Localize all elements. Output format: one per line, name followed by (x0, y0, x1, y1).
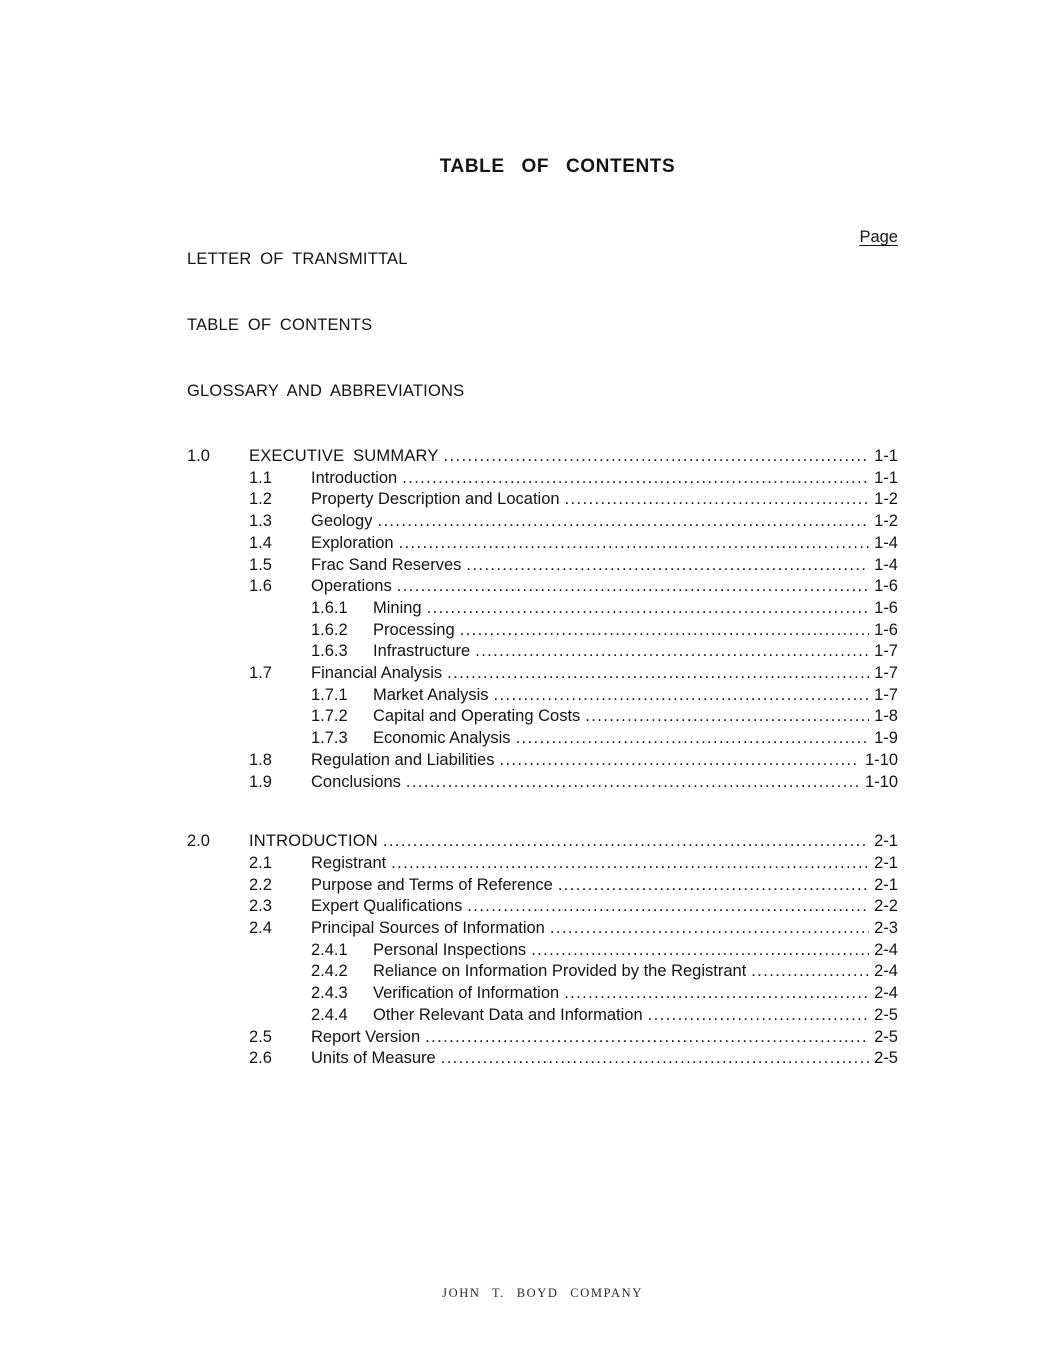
toc-entry (187, 641, 898, 663)
dot-leader (372, 511, 869, 533)
footer-company-name: JOHN T. BOYD COMPANY (442, 1286, 643, 1300)
toc-entry-title: Reliance on Information Provided by the Registrant (373, 962, 747, 981)
dot-leader (439, 446, 870, 468)
toc-entry-number: 1.7.3 (311, 729, 348, 748)
dot-leader (580, 706, 869, 728)
toc-entry (187, 511, 898, 533)
dot-leader (461, 555, 869, 577)
toc-entry-page: 2-4 (874, 962, 898, 981)
dot-leader (746, 961, 869, 983)
front-matter-glossary-and-abbreviations: GLOSSARY AND ABBREVIATIONS (187, 382, 465, 400)
dot-leader (392, 576, 869, 598)
toc-entry (187, 831, 898, 853)
toc-entry-number: 1.6.1 (311, 598, 348, 617)
toc-entry-number: 1.6.3 (311, 642, 348, 661)
toc-entry (187, 533, 898, 555)
toc-entry-number: 2.4.3 (311, 984, 348, 1003)
dot-leader (553, 875, 869, 897)
toc-entry-title: Report Version (311, 1027, 421, 1046)
toc-entry (187, 555, 898, 577)
dot-leader (401, 772, 860, 794)
dot-leader (386, 853, 869, 875)
toc-entry-title: Processing (373, 620, 455, 639)
toc-entry-number: 1.7 (249, 664, 272, 683)
toc-entry (187, 489, 898, 511)
toc-entry-page: 1-7 (874, 664, 898, 683)
toc-entry-page: 1-7 (874, 642, 898, 661)
toc-entry-number: 2.3 (249, 897, 272, 916)
toc-entry-page: 1-6 (874, 577, 898, 596)
toc-entry (187, 918, 898, 940)
toc-entry-number: 1.5 (249, 555, 272, 574)
toc-entry-title: Principal Sources of Information (311, 919, 545, 938)
toc-entry (187, 961, 898, 983)
toc-entry (187, 468, 898, 490)
toc-entry-page: 2-4 (874, 940, 898, 959)
toc-entry (187, 1027, 898, 1049)
dot-leader (545, 918, 869, 940)
toc-entry-page: 1-9 (874, 729, 898, 748)
toc-section (187, 446, 898, 793)
toc-entry-page: 2-3 (874, 919, 898, 938)
toc-entry (187, 940, 898, 962)
toc-entry (187, 1048, 898, 1070)
toc-entry (187, 663, 898, 685)
toc-entry (187, 1005, 898, 1027)
dot-leader (420, 1027, 869, 1049)
toc-entry-title: Financial Analysis (311, 664, 443, 683)
toc-entry (187, 896, 898, 918)
toc-entry-number: 1.8 (249, 750, 272, 769)
toc-entry-page: 1-2 (874, 512, 898, 531)
page-column-header-row (187, 228, 898, 246)
toc-entry-page: 2-5 (874, 1005, 898, 1024)
toc-entry (187, 685, 898, 707)
toc-entry-number: 2.4.4 (311, 1005, 348, 1024)
toc-entry-number: 2.0 (187, 832, 210, 851)
page-column-header: Page (859, 228, 898, 246)
page-content (187, 156, 898, 1070)
toc-sections (187, 446, 898, 1070)
dot-leader (462, 896, 869, 918)
toc-entry-title: Introduction (311, 468, 398, 487)
toc-entry-title: Conclusions (311, 772, 401, 791)
toc-entry (187, 620, 898, 642)
toc-entry-page: 2-5 (874, 1049, 898, 1068)
toc-entry-title: Purpose and Terms of Reference (311, 875, 553, 894)
toc-entry-title: EXECUTIVE SUMMARY (249, 447, 439, 465)
toc-entry-page: 2-1 (874, 875, 898, 894)
front-matter-table-of-contents: TABLE OF CONTENTS (187, 316, 373, 334)
toc-entry (187, 576, 898, 598)
toc-entry-number: 2.4.1 (311, 940, 348, 959)
toc-entry-title: Exploration (311, 533, 394, 552)
toc-entry-page: 1-4 (874, 533, 898, 552)
toc-entry-title: Expert Qualifications (311, 897, 463, 916)
toc-entry (187, 750, 898, 772)
toc-entry-page: 1-2 (874, 490, 898, 509)
toc-entry (187, 706, 898, 728)
dot-leader (511, 728, 870, 750)
toc-entry-number: 1.9 (249, 772, 272, 791)
toc-entry-number: 2.2 (249, 875, 272, 894)
dot-leader (560, 489, 870, 511)
toc-entry-title: Frac Sand Reserves (311, 555, 462, 574)
toc-entry (187, 446, 898, 468)
toc-entry-number: 1.7.2 (311, 707, 348, 726)
toc-entry-number: 1.0 (187, 447, 210, 465)
dot-leader (494, 750, 860, 772)
toc-entry (187, 875, 898, 897)
toc-entry-title: Capital and Operating Costs (373, 707, 581, 726)
toc-entry-title: Operations (311, 577, 392, 596)
toc-entry-title: Verification of Information (373, 984, 560, 1003)
toc-entry-number: 1.3 (249, 512, 272, 531)
toc-entry-number: 1.7.1 (311, 685, 348, 704)
toc-entry (187, 728, 898, 750)
toc-entry-page: 1-7 (874, 685, 898, 704)
toc-entry-page: 2-4 (874, 984, 898, 1003)
toc-entry-title: Infrastructure (373, 642, 471, 661)
toc-entry-title: Registrant (311, 853, 387, 872)
toc-entry-title: Geology (311, 512, 373, 531)
toc-entry-page: 2-1 (874, 832, 898, 851)
toc-section (187, 831, 898, 1070)
toc-entry-number: 2.4.2 (311, 962, 348, 981)
toc-entry-number: 2.5 (249, 1027, 272, 1046)
toc-entry-page: 1-6 (874, 620, 898, 639)
toc-entry-page: 1-1 (874, 447, 898, 465)
toc-entry-page: 2-2 (874, 897, 898, 916)
toc-entry-number: 2.6 (249, 1049, 272, 1068)
toc-entry-number: 1.2 (249, 490, 272, 509)
toc-entry-title: Other Relevant Data and Information (373, 1005, 643, 1024)
toc-entry-page: 1-6 (874, 598, 898, 617)
dot-leader (643, 1005, 869, 1027)
toc-entry-title: Units of Measure (311, 1049, 436, 1068)
front-matter-letter-of-transmittal: LETTER OF TRANSMITTAL (187, 250, 408, 268)
toc-entry (187, 598, 898, 620)
page-title: TABLE OF CONTENTS (439, 156, 676, 177)
toc-entry-number: 1.6 (249, 577, 272, 596)
toc-entry-title: Property Description and Location (311, 490, 560, 509)
dot-leader (470, 641, 869, 663)
toc-entry-title: Market Analysis (373, 685, 489, 704)
toc-entry-number: 1.6.2 (311, 620, 348, 639)
dot-leader (378, 831, 869, 853)
dot-leader (436, 1048, 869, 1070)
dot-leader (394, 533, 870, 555)
toc-entry-number: 2.1 (249, 853, 272, 872)
dot-leader (455, 620, 870, 642)
dot-leader (422, 598, 870, 620)
toc-entry (187, 853, 898, 875)
toc-entry-number: 1.4 (249, 533, 272, 552)
toc-entry-page: 1-10 (864, 772, 898, 791)
dot-leader (559, 983, 869, 1005)
toc-entry-title: Regulation and Liabilities (311, 750, 495, 769)
dot-leader (442, 663, 869, 685)
toc-entry-page: 2-1 (874, 853, 898, 872)
toc-entry (187, 772, 898, 794)
toc-entry-number: 2.4 (249, 919, 272, 938)
dot-leader (397, 468, 869, 490)
toc-entry-page: 1-4 (874, 555, 898, 574)
toc-entry-title: INTRODUCTION (249, 832, 378, 851)
toc-entry-title: Economic Analysis (373, 729, 511, 748)
toc-entry-page: 1-8 (874, 707, 898, 726)
dot-leader (489, 685, 870, 707)
dot-leader (526, 940, 869, 962)
toc-entry-page: 2-5 (874, 1027, 898, 1046)
toc-entry-page: 1-10 (864, 750, 898, 769)
toc-entry-title: Personal Inspections (373, 940, 527, 959)
toc-entry-number: 1.1 (249, 468, 272, 487)
toc-entry (187, 983, 898, 1005)
toc-entry-title: Mining (373, 598, 422, 617)
toc-entry-page: 1-1 (874, 468, 898, 487)
